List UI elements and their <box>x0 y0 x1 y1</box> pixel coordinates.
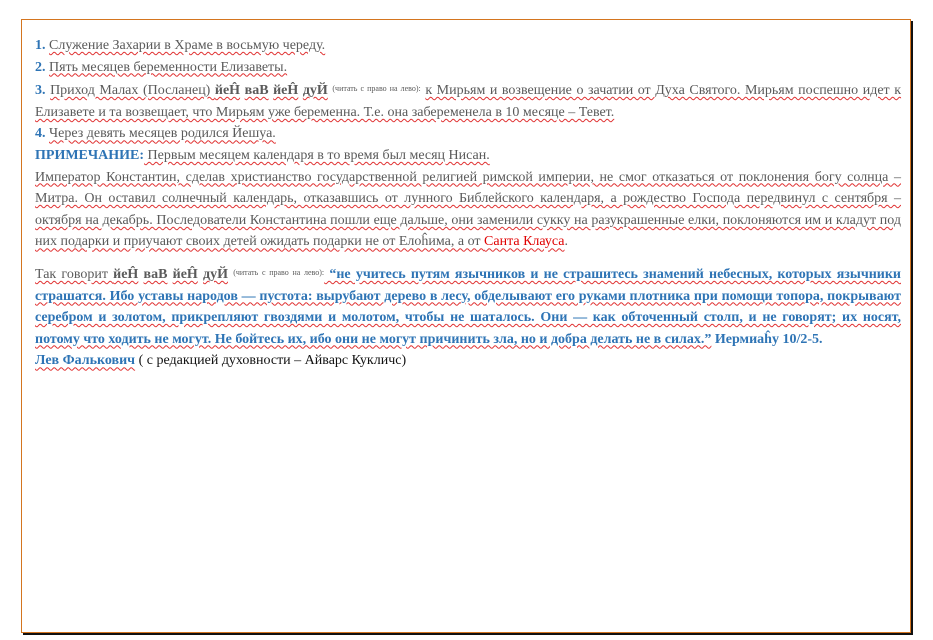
list-item-3 <box>35 78 901 123</box>
note-label: ПРИМЕЧАНИЕ: <box>35 147 145 163</box>
item-text: Пять месяцев беременности Елизаветы. <box>49 59 288 75</box>
quote-paragraph <box>35 262 901 350</box>
author-line <box>35 350 901 372</box>
scripture-reference: Иермиаĥу 10/2-5. <box>711 331 823 347</box>
author-name: Лев Фалькович <box>35 353 136 369</box>
highlight-text: Санта Клауса <box>484 234 565 250</box>
item-text: Через девять месяцев родился Йешуа. <box>49 126 276 142</box>
reading-note: (читать с право на лево): <box>332 84 421 94</box>
divine-name-part: йеĤ <box>113 266 139 282</box>
item-number: 1. <box>35 38 46 53</box>
quote-intro: Так говорит <box>35 266 114 282</box>
document-frame <box>21 19 911 633</box>
paragraph-text: Император Константин, сделав христианство государственной религией римской империи, не смог отказаться от поклонения богу солнца – Митра. Он оставил солнечный календарь, отказавшись от лунного Библейского календаря, а рождество Господа передвинул с сентября – октября на декабрь. Последователи Константина пошли еще дальше, они заменили сукку на разукрашенные елки, поклоняются им и кладут под них подарки и приучают своих детей ожидать подарки не от Елоĥима, а от <box>35 169 901 250</box>
divine-name-part: дуЙ <box>203 266 228 282</box>
divine-name-part: дуЙ <box>302 83 328 99</box>
paragraph-end: . <box>564 234 569 250</box>
list-item-4 <box>35 123 901 145</box>
divine-name-part: ваВ <box>244 83 269 99</box>
note-text: Первым месяцем календаря в то время был месяц Нисан. <box>144 147 490 163</box>
list-item-2 <box>35 57 901 79</box>
item-text: Служение Захарии в Храме в восьмую череду. <box>49 38 326 53</box>
scripture-quote: “не учитесь путям язычников и не страшитесь знамений небесных, которых язычники страшатся. Ибо уставы народов — пустота: вырубают дерево в лесу, обделывают его руками плотника при помощи топора, покрывают серебром и золотом, прикрепляют гвоздями и молотом, чтобы не шаталось. Они — как обточенный столп, и не говорят; их носят, потому что ходить не могут. Не бойтесь их, ибо они не могут причинить зла, но и добра делать не в силах.” <box>35 266 901 347</box>
document-content <box>35 35 901 372</box>
author-credit: ( с редакцией духовности – Айварс Кукличс) <box>135 353 407 369</box>
item-text: к Мирьям и возвещение о зачатии от Духа Святого. Мирьям поспешно идет к Елизавете и та возвещает, что Мирьям уже беременна. Т.е. она забеременела в 10 месяце – Тевет. <box>35 83 902 120</box>
divine-name-part: йеĤ <box>214 83 241 99</box>
item-number: 4. <box>35 126 46 142</box>
divine-name-part: ваВ <box>143 266 168 282</box>
divine-name-part: йеĤ <box>172 266 198 282</box>
list-item-1 <box>35 35 901 57</box>
item-text: Приход Малах (Посланец) <box>50 83 215 99</box>
note-line <box>35 145 901 167</box>
item-number: 3. <box>35 83 46 99</box>
divine-name-part: йеĤ <box>273 83 299 99</box>
body-paragraph <box>35 167 901 253</box>
reading-note: (читать с право на лево): <box>233 267 325 277</box>
item-number: 2. <box>35 59 46 75</box>
